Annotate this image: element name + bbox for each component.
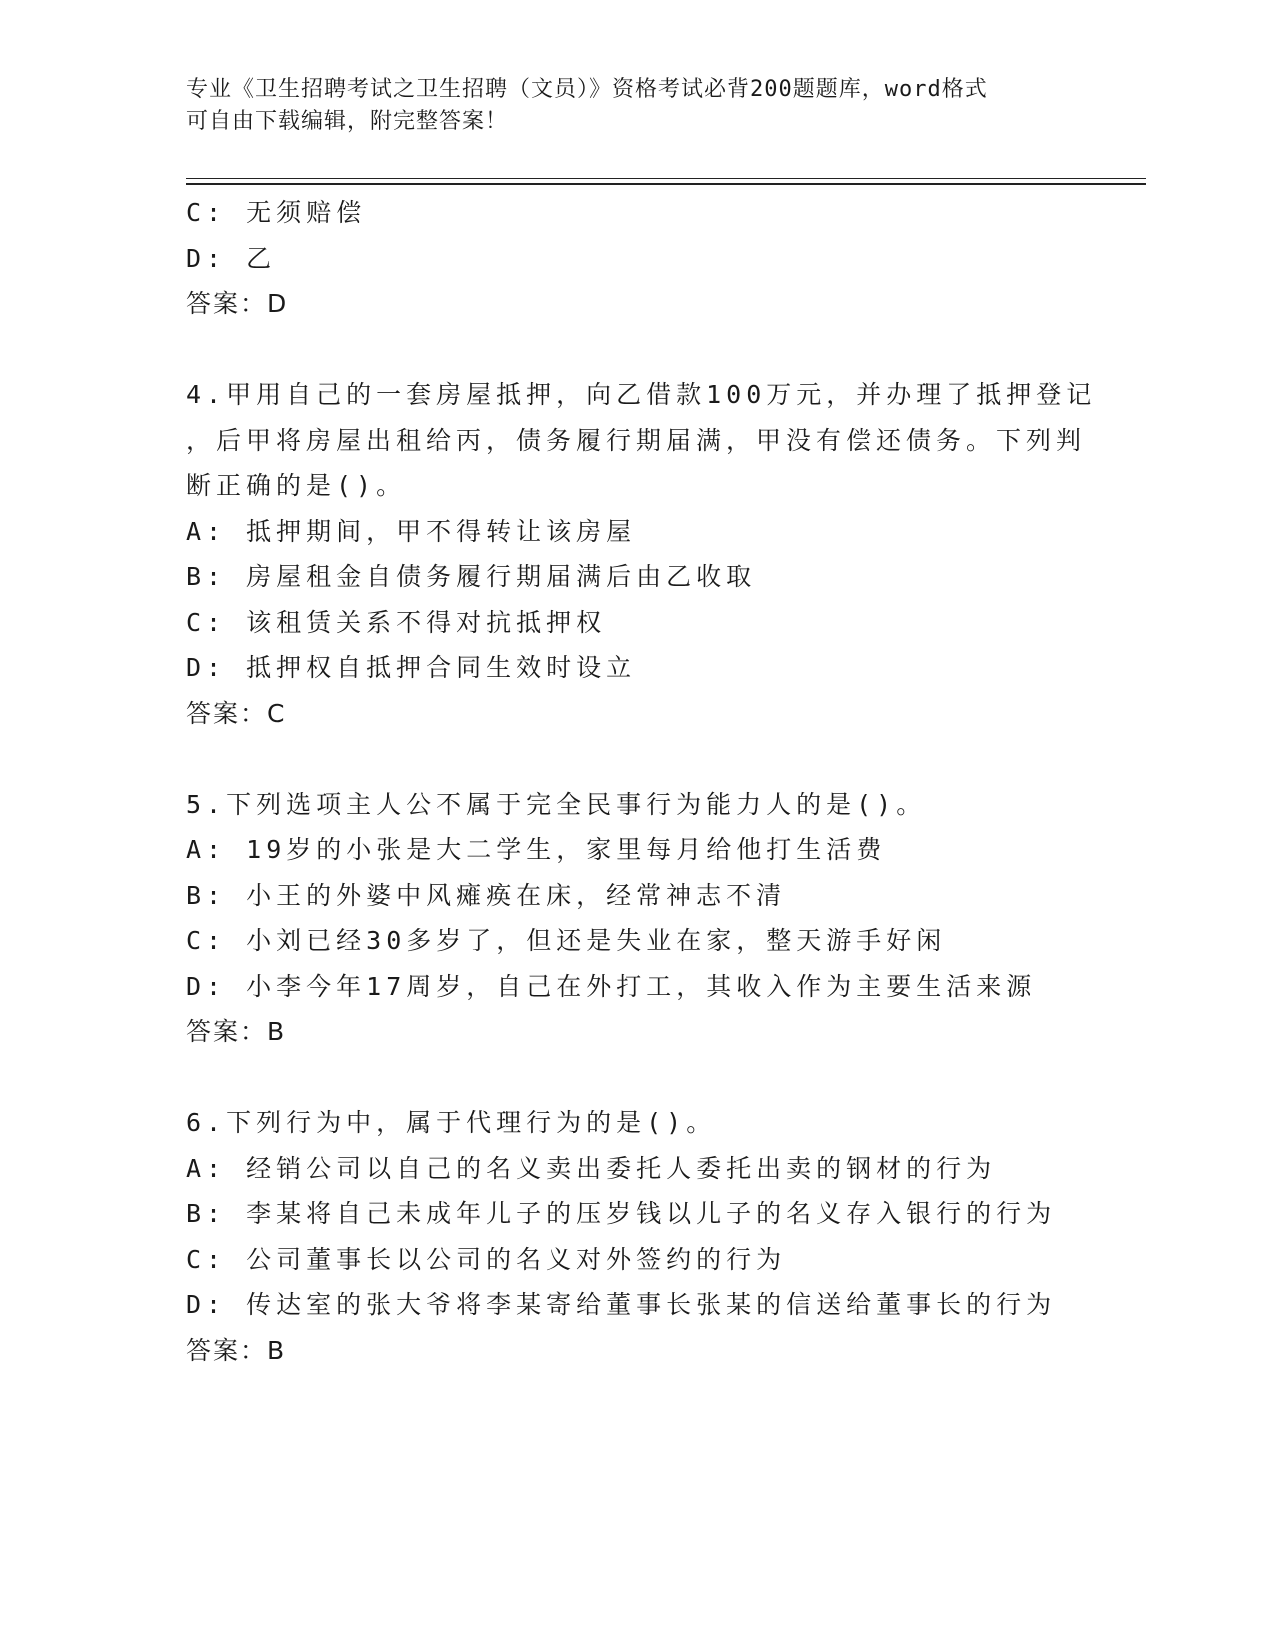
- q6-option-c: C: 公司董事长以公司的名义对外签约的行为: [186, 1244, 787, 1274]
- document-header: [186, 74, 1086, 138]
- question-3-tail: [186, 190, 1146, 327]
- q4-option-d: D: 抵押权自抵押合同生效时设立: [186, 653, 637, 682]
- q6-stem: 6.下列行为中，属于代理行为的是()。: [186, 1108, 717, 1137]
- q4-stem-line-2: ，后甲将房屋出租给丙，债务履行期届满，甲没有偿还债务。下列判: [186, 425, 1087, 455]
- q3-option-c: C: 无须赔偿: [186, 198, 367, 227]
- header-divider-thin: [186, 178, 1146, 179]
- header-line-2: 可自由下载编辑，附完整答案！: [186, 109, 509, 134]
- spacer: [186, 1055, 1146, 1101]
- q5-option-d: D: 小李今年17周岁，自己在外打工，其收入作为主要生活来源: [186, 971, 1037, 1001]
- q5-answer: 答案：B: [186, 1017, 287, 1046]
- q5-stem: 5.下列选项主人公不属于完全民事行为能力人的是()。: [186, 789, 927, 819]
- q4-option-c: C: 该租赁关系不得对抗抵押权: [186, 607, 607, 637]
- question-6: [186, 1100, 1146, 1373]
- question-4: [186, 372, 1146, 736]
- q4-answer: 答案：C: [186, 698, 287, 728]
- q5-option-a: A: 19岁的小张是大二学生，家里每月给他打生活费: [186, 835, 887, 864]
- q6-option-b: B: 李某将自己未成年儿子的压岁钱以儿子的名义存入银行的行为: [186, 1199, 1057, 1228]
- q6-option-a: A: 经销公司以自己的名义卖出委托人委托出卖的钢材的行为: [186, 1153, 997, 1183]
- spacer: [186, 736, 1146, 782]
- q6-answer: 答案：B: [186, 1335, 287, 1365]
- header-line-1: 专业《卫生招聘考试之卫生招聘（文员）》资格考试必背200题题库，word格式: [186, 77, 988, 102]
- q4-stem-line-1: 4.甲用自己的一套房屋抵押，向乙借款100万元，并办理了抵押登记: [186, 380, 1097, 409]
- q6-option-d: D: 传达室的张大爷将李某寄给董事长张某的信送给董事长的行为: [186, 1290, 1057, 1319]
- question-5: [186, 782, 1146, 1055]
- spacer: [186, 327, 1146, 373]
- q3-answer: 答案：D: [186, 289, 289, 318]
- header-divider-thick: [186, 183, 1146, 185]
- document-body: [186, 190, 1146, 1373]
- q4-stem-line-3: 断正确的是()。: [186, 471, 407, 500]
- q4-option-a: A: 抵押期间，甲不得转让该房屋: [186, 516, 637, 546]
- q5-option-c: C: 小刘已经30多岁了，但还是失业在家，整天游手好闲: [186, 926, 947, 955]
- q5-option-b: B: 小王的外婆中风瘫痪在床，经常神志不清: [186, 880, 787, 910]
- q4-option-b: B: 房屋租金自债务履行期届满后由乙收取: [186, 562, 757, 591]
- q3-option-d: D: 乙: [186, 243, 277, 273]
